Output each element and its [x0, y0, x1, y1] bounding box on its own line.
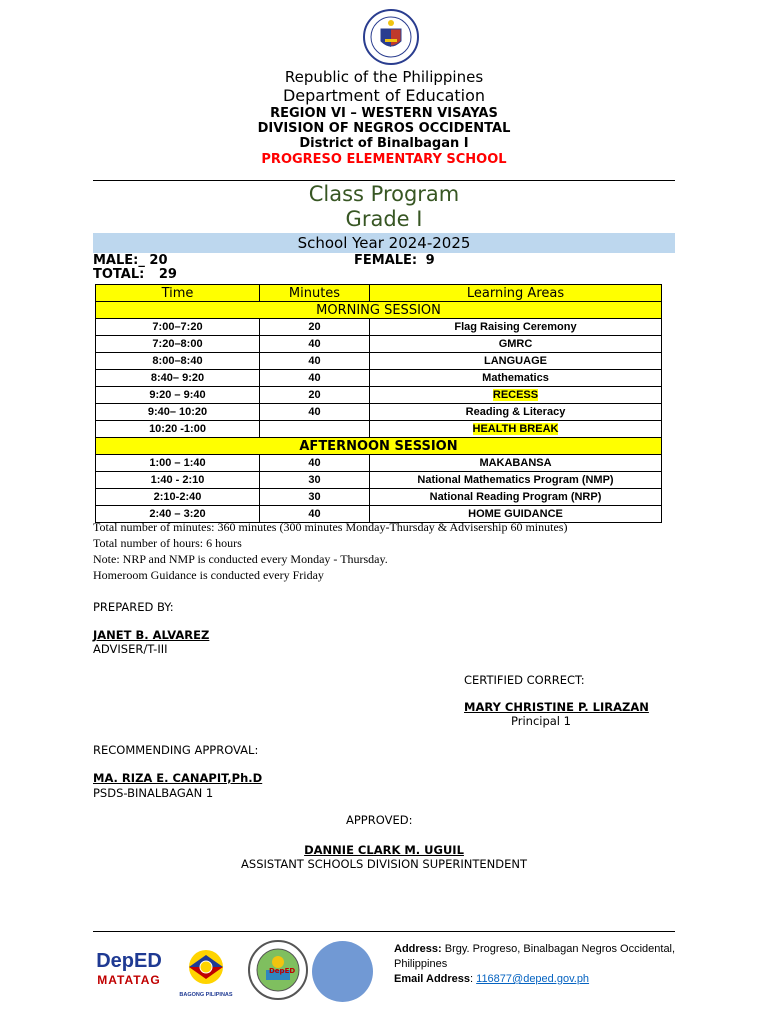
- minutes-cell: 30: [260, 472, 370, 489]
- recommending-approval-label: RECOMMENDING APPROVAL:: [93, 743, 259, 757]
- prepared-by-title: ADVISER/T-III: [93, 642, 168, 656]
- table-row: [96, 387, 662, 404]
- female-label: FEMALE:: [354, 253, 418, 268]
- table-row: [96, 319, 662, 336]
- bagong-pilipinas-logo: [173, 947, 239, 997]
- approved-title: ASSISTANT SCHOOLS DIVISION SUPERINTENDENT: [241, 857, 527, 871]
- footer-divider: [93, 931, 675, 932]
- time-cell: 9:40– 10:20: [96, 404, 260, 421]
- email-link[interactable]: 116877@deped.gov.ph: [476, 973, 590, 985]
- title-class-program: Class Program: [308, 182, 460, 206]
- female-count: [354, 253, 435, 268]
- time-cell: 10:20 -1:00: [96, 421, 260, 438]
- approved-name: DANNIE CLARK M. UGUIL: [304, 843, 464, 857]
- table-row: [96, 353, 662, 370]
- male-count: [93, 253, 168, 268]
- note-homeroom: Homeroom Guidance is conducted every Friday: [93, 568, 324, 582]
- area-cell: HOME GUIDANCE: [370, 506, 662, 523]
- certified-correct-label: CERTIFIED CORRECT:: [464, 673, 585, 687]
- time-cell: 1:00 – 1:40: [96, 455, 260, 472]
- time-cell: 7:00–7:20: [96, 319, 260, 336]
- minutes-cell: 20: [260, 319, 370, 336]
- health-break-highlight: HEALTH BREAK: [472, 422, 559, 435]
- morning-session-label: MORNING SESSION: [96, 302, 662, 319]
- area-cell: National Reading Program (NRP): [370, 489, 662, 506]
- total-value: 29: [158, 267, 177, 282]
- area-cell: GMRC: [370, 336, 662, 353]
- division-line: DIVISION OF NEGROS OCCIDENTAL: [257, 121, 511, 136]
- email-line: Email Address: 116877@deped.gov.ph: [394, 973, 590, 985]
- minutes-cell: 40: [260, 404, 370, 421]
- division-seal-logo: [248, 940, 308, 1000]
- address-label: Address:: [394, 943, 442, 955]
- prepared-by-name: JANET B. ALVAREZ: [93, 628, 210, 642]
- total-count: [93, 267, 177, 282]
- region-line: REGION VI – WESTERN VISAYAS: [270, 106, 498, 121]
- approved-label: APPROVED:: [346, 813, 413, 827]
- school-name: PROGRESO ELEMENTARY SCHOOL: [261, 152, 507, 167]
- afternoon-session-label: AFTERNOON SESSION: [96, 438, 662, 455]
- female-value: 9: [425, 253, 435, 268]
- header-learning-areas: Learning Areas: [370, 285, 662, 302]
- total-label: TOTAL:: [93, 267, 145, 282]
- department-line: Department of Education: [282, 86, 486, 105]
- minutes-cell: 40: [260, 370, 370, 387]
- prepared-by-label: PREPARED BY:: [93, 600, 174, 614]
- district-line: District of Binalbagan I: [299, 136, 469, 151]
- address-line: [394, 942, 694, 972]
- minutes-cell: [260, 421, 370, 438]
- table-header-row: [96, 285, 662, 302]
- area-cell: [370, 387, 662, 404]
- minutes-cell: 40: [260, 506, 370, 523]
- time-cell: 9:20 – 9:40: [96, 387, 260, 404]
- header-divider: [93, 180, 675, 181]
- header-time: Time: [96, 285, 260, 302]
- table-row: [96, 472, 662, 489]
- placeholder-circle-logo: [312, 941, 373, 1002]
- table-row: [96, 404, 662, 421]
- table-row: [96, 489, 662, 506]
- note-nrp-nmp: Note: NRP and NMP is conducted every Monday - Thursday.: [93, 552, 388, 566]
- area-cell: National Mathematics Program (NMP): [370, 472, 662, 489]
- deped-matatag-logo: [93, 950, 165, 996]
- note-total-hours: Total number of hours: 6 hours: [93, 536, 242, 550]
- table-row: [96, 421, 662, 438]
- table-row: [96, 370, 662, 387]
- republic-line: Republic of the Philippines: [284, 68, 484, 86]
- minutes-cell: 40: [260, 353, 370, 370]
- area-cell: Flag Raising Ceremony: [370, 319, 662, 336]
- recommending-approval-name: MA. RIZA E. CANAPIT,Ph.D: [93, 771, 263, 785]
- time-cell: 8:40– 9:20: [96, 370, 260, 387]
- title-grade: Grade I: [345, 207, 423, 231]
- notes-block: [93, 519, 567, 583]
- certified-correct-title: Principal 1: [511, 714, 571, 728]
- note-total-minutes: Total number of minutes: 360 minutes (300 minutes Monday-Thursday & Advisership 60 minutes): [93, 520, 568, 534]
- area-cell: MAKABANSA: [370, 455, 662, 472]
- table-row: [96, 336, 662, 353]
- area-cell: Reading & Literacy: [370, 404, 662, 421]
- recess-highlight: RECESS: [492, 388, 539, 401]
- afternoon-session-row: [96, 438, 662, 455]
- male-label: MALE:_: [93, 253, 145, 268]
- deped-wordmark: DepED: [96, 950, 162, 972]
- email-label: Email Address: [394, 973, 471, 985]
- time-cell: 8:00–8:40: [96, 353, 260, 370]
- morning-session-row: [96, 302, 662, 319]
- minutes-cell: 30: [260, 489, 370, 506]
- recommending-approval-title: PSDS-BINALBAGAN 1: [93, 786, 214, 800]
- bagong-pilipinas-text: BAGONG PILIPINAS: [179, 992, 233, 998]
- class-program-table: [95, 284, 662, 523]
- division-seal-text: DepED: [269, 967, 296, 975]
- header-minutes: Minutes: [260, 285, 370, 302]
- minutes-cell: 20: [260, 387, 370, 404]
- area-cell: LANGUAGE: [370, 353, 662, 370]
- time-cell: 7:20–8:00: [96, 336, 260, 353]
- time-cell: 2:40 – 3:20: [96, 506, 260, 523]
- time-cell: 1:40 - 2:10: [96, 472, 260, 489]
- area-cell: [370, 421, 662, 438]
- minutes-cell: 40: [260, 455, 370, 472]
- matatag-wordmark: MATATAG: [97, 973, 161, 987]
- time-cell: 2:10-2:40: [96, 489, 260, 506]
- male-value: 20: [149, 253, 168, 268]
- minutes-cell: 40: [260, 336, 370, 353]
- address-value: Brgy. Progreso, Binalbagan Negros Occidental, Philippines: [394, 943, 676, 970]
- address-block: [394, 942, 694, 987]
- area-cell: Mathematics: [370, 370, 662, 387]
- school-year-bar: School Year 2024-2025: [93, 233, 675, 253]
- table-row: [96, 455, 662, 472]
- deped-seal-logo: [363, 9, 419, 65]
- certified-correct-name: MARY CHRISTINE P. LIRAZAN: [464, 700, 649, 714]
